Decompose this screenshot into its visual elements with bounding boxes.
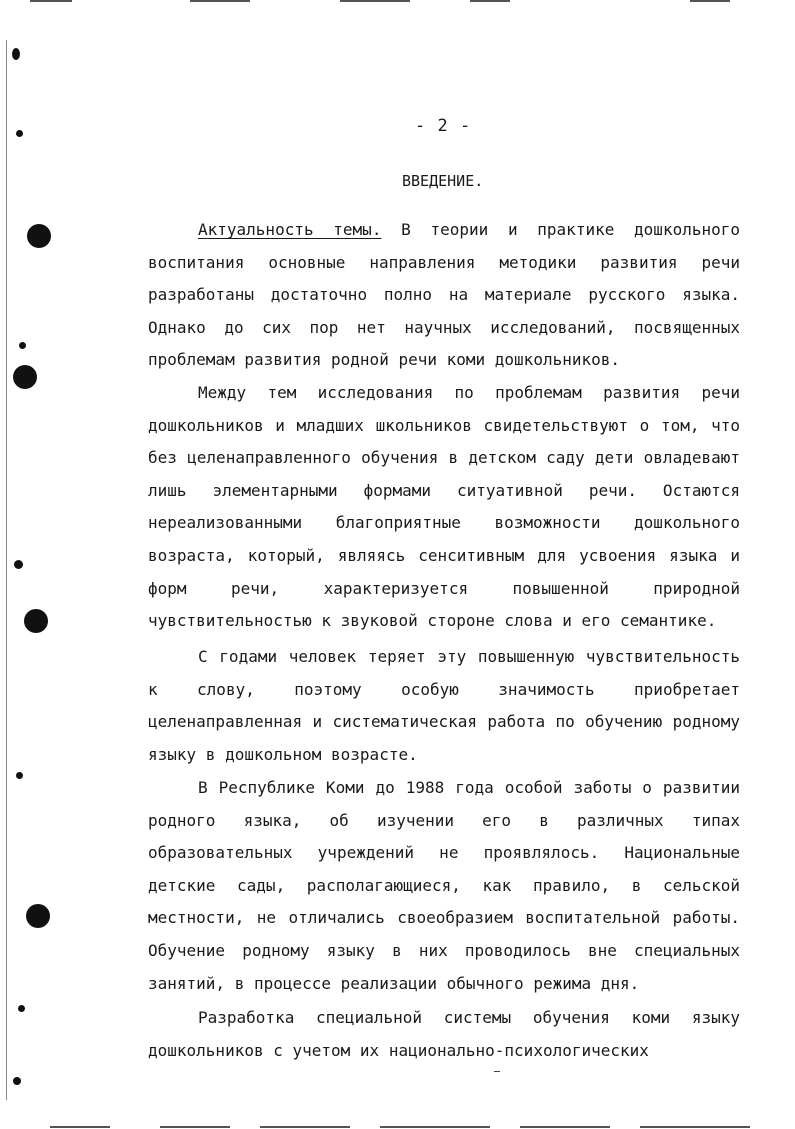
paragraph-sensitivity [148, 641, 740, 771]
binding-hole [12, 48, 20, 60]
binding-hole [19, 342, 26, 349]
paragraph-text: В Республике Коми до 1988 года особой заботы о развитии родного языка, об изучении его в различных типах образовательных учреждений не проявлялось. Национальные детские сады, располагающиеся, как правило, в сельской местности, не отличались своеобразием воспитательной работы. Обучение родному языку в них проводилось вне специальных занятий, в процессе реализации обычного режима дня. [148, 778, 740, 993]
scan-top-edge [0, 0, 795, 6]
binding-hole [13, 1077, 21, 1085]
binding-hole [18, 1005, 25, 1012]
paragraph-text: Между тем исследования по проблемам развития речи дошкольников и младших школьников свидетельствуют о том, что без целенаправленного обучения в детском саду дети овладевают лишь элементарными формами ситуативной речи. Остаются нереализованными благоприятные возможности дошкольного возраста, который, являясь сенситивным для усвоения языка и форм речи, характеризуется повышенной природной чувствительностью к звуковой стороне слова и его семантике. [148, 383, 740, 631]
paragraph-relevance [148, 214, 740, 377]
paragraph-research [148, 377, 740, 638]
binding-hole [16, 772, 23, 779]
binding-hole [26, 904, 50, 928]
scan-speck [494, 1071, 500, 1072]
paragraph-text: Разработка специальной системы обучения коми языку дошкольников с учетом их национально-психологических [148, 1008, 740, 1060]
paragraph-text: В теории и практике дошкольного воспитания основные направления методики развития речи разработаны достаточно полно на материале русского языка. Однако до сих пор нет научных исследований, посвященных проблемам развития родной речи коми дошкольников. [148, 220, 741, 370]
paragraph-development [148, 1002, 740, 1067]
binding-hole [14, 560, 23, 569]
binding-hole [16, 130, 23, 137]
paragraph-text: С годами человек теряет эту повышенную чувствительность к слову, поэтому особую значимость приобретает целенаправленная и систематическая работа по обучению родному языку в дошкольном возрасте. [148, 647, 740, 764]
paragraph-komi-republic [148, 772, 740, 1000]
binding-hole [27, 224, 51, 248]
relevance-lead-underlined: Актуальность темы. [198, 220, 382, 239]
section-heading: ВВЕДЕНИЕ. [402, 172, 484, 190]
scan-bottom-edge [0, 1123, 795, 1129]
binding-hole [13, 365, 37, 389]
binding-hole [24, 609, 48, 633]
page-number: - 2 - [415, 116, 472, 136]
binding-edge-line [6, 40, 7, 1100]
